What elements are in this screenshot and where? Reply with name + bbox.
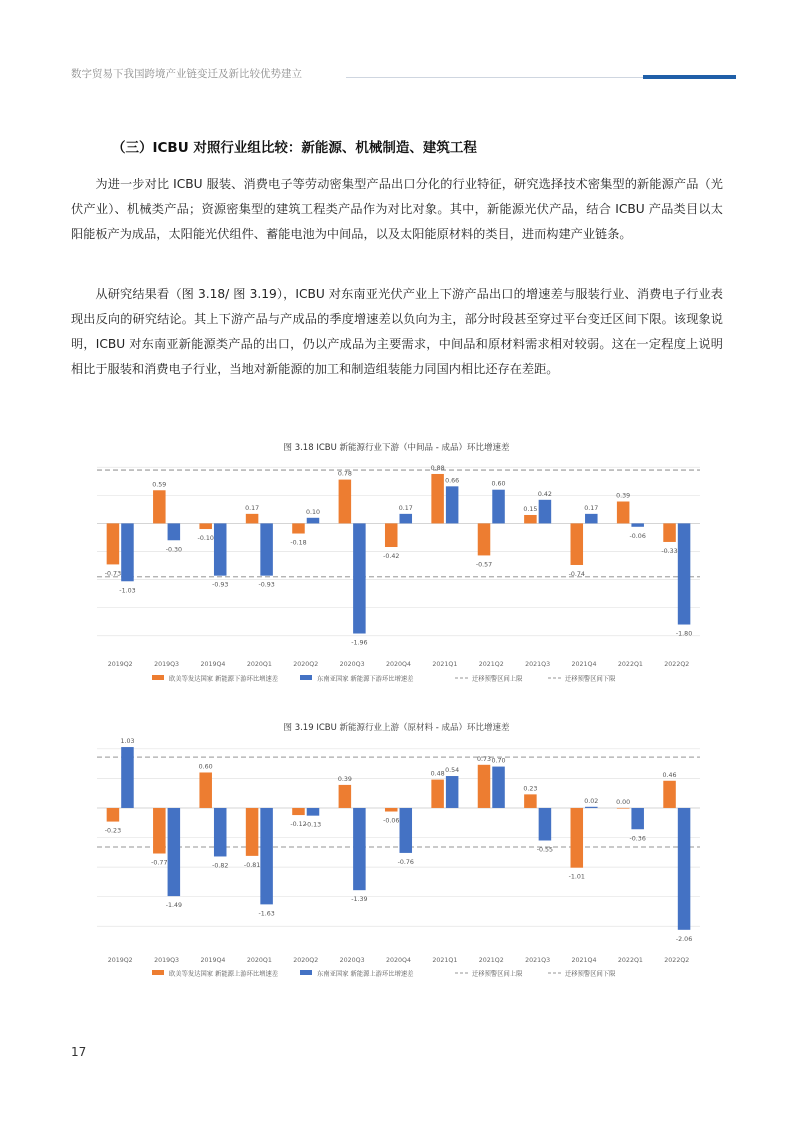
data-label: 0.54: [445, 767, 460, 775]
data-label: -0.73: [104, 570, 122, 578]
bar-sea-2019Q3: [168, 808, 181, 896]
data-label: -0.82: [212, 862, 229, 870]
x-tick-label: 2020Q3: [339, 957, 365, 964]
data-label: -1.01: [568, 873, 585, 881]
running-header: 数字贸易下我国跨境产业链变迁及新比较优势建立: [71, 68, 302, 80]
x-tick-label: 2020Q2: [293, 661, 319, 668]
legend-label: 东南亚国家 新能源上游环比增速差: [317, 970, 414, 978]
data-label: 1.03: [120, 738, 135, 746]
data-label: -0.93: [212, 581, 229, 589]
x-tick-label: 2021Q4: [571, 957, 597, 964]
data-label: -0.36: [629, 835, 646, 843]
bar-sea-2021Q2: [492, 767, 505, 808]
data-label: 0.00: [616, 798, 631, 806]
legend-label: 东南亚国家 新能源下游环比增速差: [317, 675, 414, 683]
bar-developed-2020Q4: [385, 808, 398, 812]
data-label: -0.81: [243, 861, 261, 869]
data-label: 0.39: [337, 775, 352, 783]
data-label: 0.15: [523, 505, 538, 513]
figure-3-19-caption: 图 3.19 ICBU 新能源行业上游（原材料 - 成品）环比增速差: [283, 723, 510, 733]
x-tick-label: 2020Q2: [293, 957, 319, 964]
x-tick-label: 2021Q4: [571, 661, 597, 668]
legend-swatch: [152, 970, 164, 975]
data-label: -0.13: [304, 821, 322, 829]
data-label: -0.12: [290, 821, 307, 829]
data-label: 0.59: [152, 481, 167, 489]
x-tick-label: 2020Q1: [246, 661, 272, 668]
data-label: -0.77: [151, 859, 168, 867]
legend-label: 迁移预警区间下限: [565, 970, 616, 978]
x-tick-label: 2021Q1: [432, 957, 458, 964]
data-label: 0.78: [337, 470, 352, 478]
bar-sea-2019Q2: [121, 747, 134, 808]
data-label: -0.93: [258, 581, 275, 589]
page-number: 17: [71, 1045, 87, 1059]
legend-label: 迁移预警区间上限: [472, 675, 523, 683]
data-label: -0.57: [475, 561, 493, 569]
data-label: 0.42: [537, 490, 552, 498]
paragraph-2: 从研究结果看（图 3.18/ 图 3.19），ICBU 对东南亚光伏产业上下游产品出口的增速差与服装行业、消费电子行业表现出反向的研究结论。其上下游产品与产成品的季度增速差以负向为主，部分时段甚至穿过平台变迁区间下限。该现象说明，ICBU 对东南亚新能源类产品的出口，仍以产成品为主要需求，中间品和原材料需求相对较弱。这在一定程度上说明相比于服装和消费电子行业，当地对新能源的加工和制造组装能力同国内相比还存在差距。: [71, 287, 723, 376]
x-tick-label: 2020Q1: [246, 957, 272, 964]
data-label: 0.17: [245, 504, 260, 512]
data-label: -2.06: [675, 935, 693, 943]
data-label: 0.66: [445, 477, 460, 485]
x-tick-label: 2021Q3: [525, 661, 551, 668]
bar-sea-2022Q1: [631, 808, 644, 829]
bar-developed-2022Q2: [663, 781, 676, 808]
bar-sea-2020Q1: [260, 808, 273, 904]
data-label: -0.74: [568, 570, 585, 578]
x-tick-label: 2019Q3: [154, 661, 180, 668]
data-label: 0.73: [476, 755, 492, 763]
data-label: -1.63: [258, 910, 275, 918]
x-tick-label: 2019Q3: [154, 957, 180, 964]
data-label: 0.17: [584, 504, 599, 512]
x-tick-label: 2020Q4: [386, 661, 411, 668]
x-tick-label: 2019Q2: [107, 661, 133, 668]
data-label: -1.03: [119, 587, 136, 595]
x-tick-label: 2019Q4: [200, 661, 226, 668]
data-label: -0.30: [165, 546, 182, 554]
figure-3-18-caption: 图 3.18 ICBU 新能源行业下游（中间品 - 成品）环比增速差: [283, 443, 510, 453]
bar-developed-2020Q3: [339, 785, 352, 808]
data-label: -1.96: [351, 639, 368, 647]
data-label: 0.46: [662, 771, 677, 779]
data-label: 0.60: [198, 763, 213, 771]
data-label: -0.23: [104, 827, 122, 835]
x-tick-label: 2022Q1: [617, 957, 643, 964]
bar-sea-2020Q4: [400, 808, 413, 853]
data-label: 0.23: [523, 785, 538, 793]
x-tick-label: 2020Q3: [339, 661, 365, 668]
bar-developed-2019Q4: [199, 772, 212, 807]
x-tick-label: 2021Q2: [478, 957, 504, 964]
bar-developed-2021Q3: [524, 794, 537, 808]
section-title: （三）ICBU 对照行业组比较：新能源、机械制造、建筑工程: [112, 140, 477, 156]
data-label: 0.48: [430, 770, 445, 778]
data-label: -0.10: [197, 535, 214, 543]
legend-swatch: [300, 970, 312, 975]
x-tick-label: 2022Q2: [664, 661, 690, 668]
data-label: 0.60: [491, 480, 506, 488]
data-label: -1.39: [351, 896, 368, 904]
paragraph-1: 为进一步对比 ICBU 服装、消费电子等劳动密集型产品出口分化的行业特征，研究选择技术密集型的新能源产品（光伏产业）、机械类产品；资源密集型的建筑工程类产品作为对比对象。其中，新能源光伏产品，结合 ICBU 产品类目以太阳能板产为成品，太阳能光伏组件、蓄能电池为中间品，以及太阳能原材料的类目，进而构建产业链条。: [71, 177, 723, 241]
bar-developed-2021Q1: [431, 780, 444, 808]
bar-sea-2020Q3: [353, 808, 366, 890]
legend-label: 欧美等发达国家 新能源下游环比增速差: [169, 675, 279, 683]
x-tick-label: 2019Q2: [107, 957, 133, 964]
data-label: -0.06: [629, 532, 646, 540]
data-label: 0.02: [584, 797, 599, 805]
data-label: -0.55: [536, 846, 554, 854]
legend-label: 迁移预警区间下限: [565, 675, 616, 683]
data-label: -0.76: [397, 858, 414, 866]
legend-label: 欧美等发达国家 新能源上游环比增速差: [169, 970, 279, 978]
data-label: -1.49: [165, 902, 182, 910]
data-label: -0.33: [661, 547, 678, 555]
data-label: -0.42: [383, 553, 400, 561]
bar-sea-2021Q1: [446, 776, 459, 808]
bar-developed-2021Q2: [478, 765, 491, 808]
data-label: 0.70: [491, 757, 506, 765]
data-label: -0.06: [383, 817, 400, 825]
x-tick-label: 2019Q4: [200, 957, 226, 964]
data-label: -0.18: [290, 539, 307, 547]
data-label: 0.17: [398, 504, 413, 512]
x-tick-label: 2020Q4: [386, 957, 411, 964]
bar-developed-2022Q1: [617, 808, 630, 809]
bar-sea-2021Q3: [539, 808, 552, 841]
x-tick-label: 2022Q1: [617, 661, 643, 668]
bar-sea-2020Q2: [307, 808, 320, 816]
x-tick-label: 2021Q3: [525, 957, 551, 964]
bar-developed-2019Q2: [107, 808, 120, 822]
data-label: -1.80: [675, 630, 693, 638]
bar-developed-2020Q1: [246, 808, 259, 856]
bar-developed-2019Q3: [153, 808, 166, 854]
x-tick-label: 2021Q1: [432, 661, 458, 668]
legend-label: 迁移预警区间上限: [472, 970, 523, 978]
bar-developed-2021Q4: [571, 808, 584, 868]
bar-developed-2020Q2: [292, 808, 305, 815]
bar-sea-2022Q2: [678, 808, 691, 930]
data-label: 0.39: [616, 492, 631, 500]
data-label: 0.88: [430, 464, 445, 472]
x-tick-label: 2022Q2: [664, 957, 690, 964]
x-tick-label: 2021Q2: [478, 661, 504, 668]
bar-sea-2021Q4: [585, 807, 598, 808]
bar-sea-2019Q4: [214, 808, 227, 856]
data-label: 0.10: [305, 508, 321, 516]
